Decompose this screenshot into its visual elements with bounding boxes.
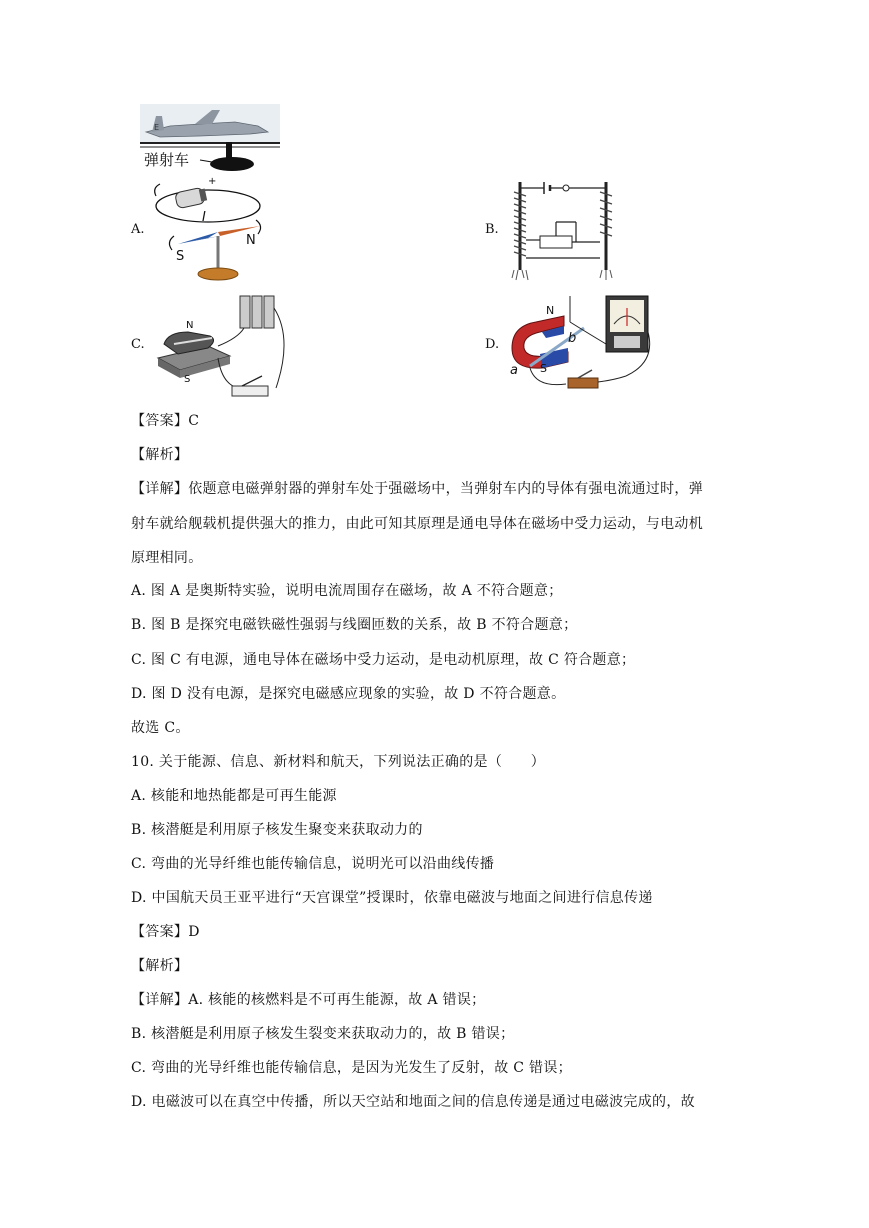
svg-text:S: S — [184, 374, 191, 385]
option-b-letter: B. — [485, 222, 499, 237]
svg-text:b: b — [568, 331, 577, 346]
q10-stem: 10. 关于能源、信息、新材料和航天，下列说法正确的是（ ） — [131, 754, 546, 770]
q10-option-c: C. 弯曲的光导纤维也能传输信息，说明光可以沿曲线传播 — [131, 856, 495, 872]
q10-option-d: D. 中国航天员王亚平进行“天宫课堂”授课时，依靠电磁波与地面之间进行信息传递 — [131, 890, 653, 906]
q10-detail-c: C. 弯曲的光导纤维也能传输信息，是因为光发生了反射，故 C 错误； — [131, 1060, 572, 1076]
svg-text:S: S — [540, 362, 547, 375]
q9-explain-a: A. 图 A 是奥斯特实验，说明电流周围存在磁场，故 A 不符合题意； — [131, 583, 563, 599]
catapult-jet-figure — [140, 104, 280, 176]
svg-text:S: S — [176, 249, 185, 264]
option-c-letter: C. — [131, 337, 145, 352]
catapult-label: 弹射车 — [144, 151, 190, 169]
motor-principle-figure — [148, 288, 298, 400]
svg-text:I: I — [202, 210, 206, 225]
svg-text:N: N — [546, 304, 555, 317]
option-a-letter: A. — [131, 222, 145, 237]
q9-explain-d: D. 图 D 没有电源，是探究电磁感应现象的实验，故 D 不符合题意。 — [131, 686, 566, 702]
svg-text:N: N — [246, 233, 256, 248]
q9-choose: 故选 C。 — [131, 720, 190, 736]
q10-option-b: B. 核潜艇是利用原子核发生聚变来获取动力的 — [131, 822, 423, 838]
q9-explain-b: B. 图 B 是探究电磁铁磁性强弱与线圈匝数的关系，故 B 不符合题意； — [131, 617, 578, 633]
q10-detail-d: D. 电磁波可以在真空中传播，所以天空站和地面之间的信息传递是通过电磁波完成的，故 — [131, 1094, 695, 1110]
q9-detail-line-2: 射车就给舰载机提供强大的推力，由此可知其原理是通电导体在磁场中受力运动，与电动机 — [131, 516, 703, 532]
q9-detail-line-1: 【详解】依题意电磁弹射器的弹射车处于强磁场中，当弹射车内的导体有强电流通过时，弹 — [131, 481, 703, 497]
induction-experiment-figure — [506, 292, 654, 396]
q9-answer: 【答案】C — [131, 413, 200, 429]
svg-text:a: a — [510, 363, 518, 378]
q10-detail-a: 【详解】A. 核能的核燃料是不可再生能源，故 A 错误； — [131, 992, 486, 1008]
q9-analysis-heading: 【解析】 — [131, 447, 189, 463]
q9-detail-line-3: 原理相同。 — [131, 550, 203, 566]
svg-text:N: N — [186, 320, 194, 331]
q10-detail-b: B. 核潜艇是利用原子核发生裂变来获取动力的，故 B 错误； — [131, 1026, 515, 1042]
q10-analysis-heading: 【解析】 — [131, 958, 189, 974]
oersted-experiment-figure — [148, 176, 273, 286]
svg-text:+: + — [208, 176, 217, 187]
svg-text:E: E — [154, 123, 160, 132]
q10-answer: 【答案】D — [131, 924, 200, 940]
option-d-letter: D. — [485, 337, 500, 352]
q10-option-a: A. 核能和地热能都是可再生能源 — [131, 788, 337, 804]
electromagnet-figure — [506, 178, 624, 284]
q9-explain-c: C. 图 C 有电源，通电导体在磁场中受力运动，是电动机原理，故 C 符合题意； — [131, 652, 636, 668]
